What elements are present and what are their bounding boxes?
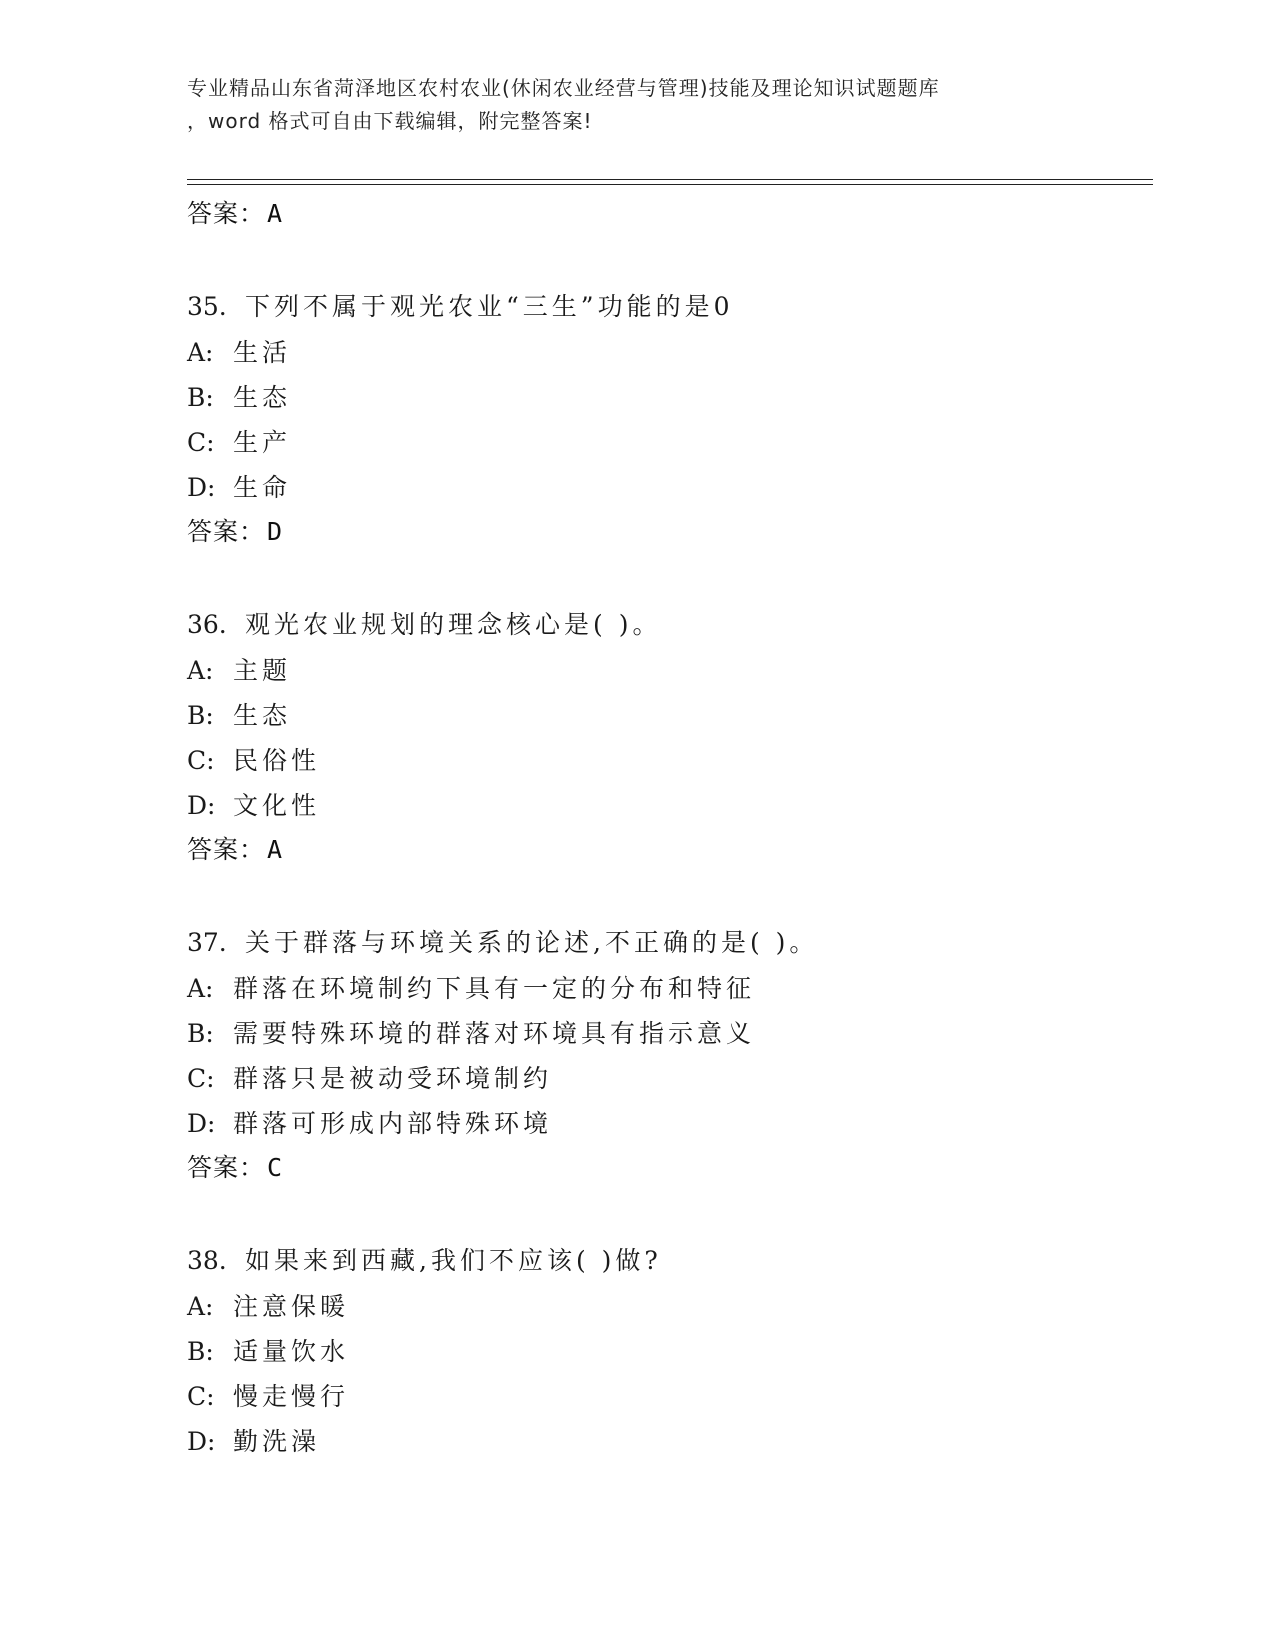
option-d bbox=[187, 1101, 1137, 1146]
option-key: D: bbox=[187, 473, 216, 502]
answer-value: D bbox=[267, 517, 284, 546]
option-text: 生产 bbox=[233, 428, 292, 457]
header-divider-bottom bbox=[187, 184, 1153, 185]
option-d bbox=[187, 1419, 1137, 1464]
question-title bbox=[187, 920, 1137, 966]
option-text: 文化性 bbox=[233, 791, 321, 820]
option-b bbox=[187, 693, 1137, 738]
answer-line bbox=[187, 510, 1137, 554]
option-a bbox=[187, 966, 1137, 1011]
option-text: 生态 bbox=[233, 701, 292, 730]
option-c bbox=[187, 1056, 1137, 1101]
option-b bbox=[187, 1329, 1137, 1374]
spacer bbox=[187, 1190, 1137, 1238]
option-d bbox=[187, 465, 1137, 510]
question-text: 观光农业规划的理念核心是( )。 bbox=[245, 610, 662, 639]
option-text: 生命 bbox=[233, 473, 292, 502]
option-key: C: bbox=[187, 1064, 215, 1093]
option-text: 群落只是被动受环境制约 bbox=[233, 1064, 553, 1093]
question-title bbox=[187, 1238, 1137, 1284]
option-text: 群落可形成内部特殊环境 bbox=[233, 1109, 553, 1138]
option-key: B: bbox=[187, 1337, 214, 1366]
spacer bbox=[187, 554, 1137, 602]
question-text: 如果来到西藏,我们不应该( )做? bbox=[245, 1246, 662, 1275]
answer-line bbox=[187, 192, 1137, 236]
question-title bbox=[187, 602, 1137, 648]
option-text: 民俗性 bbox=[233, 746, 321, 775]
option-b bbox=[187, 1011, 1137, 1056]
option-a bbox=[187, 330, 1137, 375]
option-d bbox=[187, 783, 1137, 828]
question-36 bbox=[187, 602, 1137, 872]
question-38 bbox=[187, 1238, 1137, 1464]
question-number: 35. bbox=[187, 292, 227, 321]
option-text: 慢走慢行 bbox=[233, 1382, 350, 1411]
option-a bbox=[187, 1284, 1137, 1329]
option-text: 生态 bbox=[233, 383, 292, 412]
option-key: D: bbox=[187, 1427, 216, 1456]
answer-label: 答案： bbox=[187, 835, 266, 864]
answer-label: 答案： bbox=[187, 517, 266, 546]
option-key: C: bbox=[187, 428, 215, 457]
document-header bbox=[187, 72, 1087, 138]
option-key: A: bbox=[187, 974, 214, 1003]
option-text: 注意保暖 bbox=[233, 1292, 350, 1321]
question-title bbox=[187, 284, 1137, 330]
option-c bbox=[187, 420, 1137, 465]
option-key: C: bbox=[187, 1382, 215, 1411]
option-key: D: bbox=[187, 791, 216, 820]
option-a bbox=[187, 648, 1137, 693]
option-text: 需要特殊环境的群落对环境具有指示意义 bbox=[233, 1019, 756, 1048]
question-text: 下列不属于观光农业“三生”功能的是0 bbox=[245, 292, 734, 321]
option-key: B: bbox=[187, 701, 214, 730]
option-key: C: bbox=[187, 746, 215, 775]
option-b bbox=[187, 375, 1137, 420]
option-c bbox=[187, 738, 1137, 783]
option-key: A: bbox=[187, 1292, 214, 1321]
question-text: 关于群落与环境关系的论述,不正确的是( )。 bbox=[245, 928, 819, 957]
question-37 bbox=[187, 920, 1137, 1190]
answer-value: C bbox=[267, 1153, 284, 1182]
header-divider-top bbox=[187, 179, 1153, 180]
option-key: D: bbox=[187, 1109, 216, 1138]
question-number: 36. bbox=[187, 610, 227, 639]
option-key: B: bbox=[187, 1019, 214, 1048]
spacer bbox=[187, 236, 1137, 284]
answer-value: A bbox=[267, 199, 284, 228]
answer-label: 答案： bbox=[187, 199, 266, 228]
question-list bbox=[187, 192, 1137, 1464]
answer-line bbox=[187, 1146, 1137, 1190]
answer-line bbox=[187, 828, 1137, 872]
question-35 bbox=[187, 284, 1137, 554]
header-line-2: ，word 格式可自由下载编辑，附完整答案! bbox=[187, 109, 593, 133]
option-text: 主题 bbox=[233, 656, 292, 685]
question-number: 38. bbox=[187, 1246, 227, 1275]
question-number: 37. bbox=[187, 928, 227, 957]
spacer bbox=[187, 872, 1137, 920]
answer-label: 答案： bbox=[187, 1153, 266, 1182]
option-key: B: bbox=[187, 383, 214, 412]
option-text: 勤洗澡 bbox=[233, 1427, 321, 1456]
option-text: 群落在环境制约下具有一定的分布和特征 bbox=[233, 974, 756, 1003]
option-key: A: bbox=[187, 338, 214, 367]
option-text: 生活 bbox=[233, 338, 292, 367]
option-text: 适量饮水 bbox=[233, 1337, 350, 1366]
answer-value: A bbox=[267, 835, 284, 864]
option-c bbox=[187, 1374, 1137, 1419]
header-line-1: 专业精品山东省菏泽地区农村农业(休闲农业经营与管理)技能及理论知识试题题库 bbox=[187, 76, 940, 100]
option-key: A: bbox=[187, 656, 214, 685]
